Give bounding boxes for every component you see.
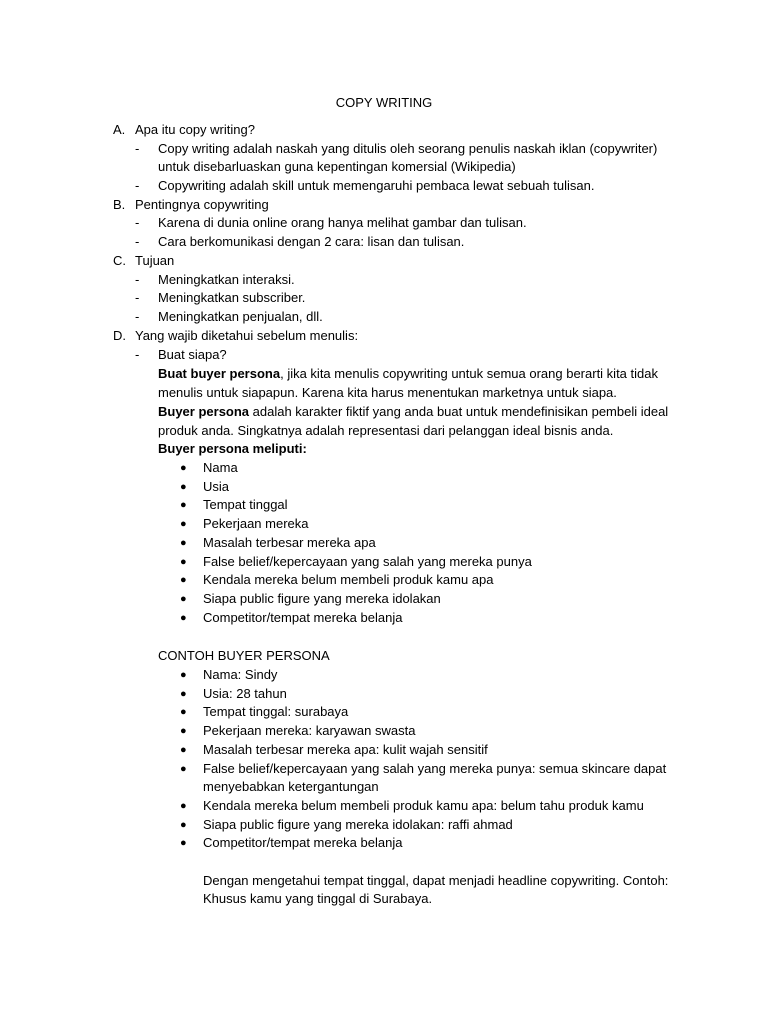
bullet-item: False belief/kepercayaan yang salah yang mereka punya: semua skincare dapat <box>203 760 667 776</box>
bullet-icon: ● <box>180 725 187 738</box>
bullet-item: Siapa public figure yang mereka idolakan <box>203 590 441 606</box>
list-item-continuation: untuk disebarluaskan guna kepentingan komersial (Wikipedia) <box>158 159 516 174</box>
list-item: Cara berkomunikasi dengan 2 cara: lisan dan tulisan. <box>158 234 465 249</box>
bullet-item: Tempat tinggal <box>203 497 288 513</box>
closing-paragraph-continuation: Khusus kamu yang tinggal di Surabaya. <box>203 891 433 906</box>
bullet-icon: ● <box>180 592 187 605</box>
closing-paragraph: Dengan mengetahui tempat tinggal, dapat menjadi headline copywriting. Contoh: <box>203 873 669 888</box>
dash-marker: - <box>135 178 140 193</box>
bullet-icon: ● <box>180 706 187 719</box>
section-d-heading: Yang wajib diketahui sebelum menulis: <box>135 328 359 343</box>
dash-marker: - <box>135 309 140 324</box>
list-item: Meningkatkan penjualan, dll. <box>158 309 323 324</box>
bullet-item: False belief/kepercayaan yang salah yang mereka punya <box>203 553 532 569</box>
bullet-item: Competitor/tempat mereka belanja <box>203 835 403 851</box>
bullet-icon: ● <box>180 799 187 812</box>
bullet-item: Siapa public figure yang mereka idolakan: raffi ahmad <box>203 816 513 832</box>
bullet-icon: ● <box>180 743 187 756</box>
section-d-label: D. <box>113 328 126 343</box>
persona-paragraph-1-continuation: menulis untuk siapapun. Karena kita harus menentukan marketnya untuk siapa. <box>158 385 617 400</box>
bullet-icon: ● <box>180 499 187 512</box>
section-b-label: B. <box>113 197 126 212</box>
bullet-icon: ● <box>180 611 187 624</box>
bullet-icon: ● <box>180 762 187 775</box>
persona-definition-bold: Buyer persona <box>158 404 250 419</box>
bullet-item-continuation: menyebabkan ketergantungan <box>203 779 379 795</box>
bullet-icon: ● <box>180 480 187 493</box>
list-item: Buat siapa? <box>158 347 227 362</box>
bullet-item: Pekerjaan mereka <box>203 516 309 532</box>
persona-paragraph-1-text: , jika kita menulis copywriting untuk semua orang berarti kita tidak <box>280 366 658 381</box>
bullet-item: Tempat tinggal: surabaya <box>203 704 349 720</box>
bullet-item: Competitor/tempat mereka belanja <box>203 609 403 625</box>
persona-paragraph-2-text: adalah karakter fiktif yang anda buat untuk mendefinisikan pembeli ideal <box>249 404 669 419</box>
bullet-icon: ● <box>180 818 187 831</box>
list-item: Meningkatkan interaksi. <box>158 272 295 287</box>
bullet-icon: ● <box>180 536 187 549</box>
section-b-heading: Pentingnya copywriting <box>135 197 269 212</box>
dash-marker: - <box>135 290 140 305</box>
example-heading: CONTOH BUYER PERSONA <box>158 648 330 663</box>
bullet-icon: ● <box>180 462 187 474</box>
section-c-heading: Tujuan <box>135 253 175 268</box>
dash-marker: - <box>135 141 140 156</box>
persona-paragraph-2-continuation: produk anda. Singkatnya adalah representasi dari pelanggan ideal bisnis anda. <box>158 423 614 438</box>
persona-paragraph-1 <box>158 365 658 383</box>
list-item: Copy writing adalah naskah yang ditulis oleh seorang penulis naskah iklan (copywriter) <box>158 141 658 156</box>
bullet-icon: ● <box>180 555 187 568</box>
bullet-item: Kendala mereka belum membeli produk kamu apa <box>203 572 494 588</box>
persona-paragraph-2 <box>158 403 668 421</box>
bullet-icon: ● <box>180 837 187 850</box>
bullet-item: Usia <box>203 478 230 494</box>
persona-term-bold: Buat buyer persona <box>158 366 281 381</box>
bullet-item: Kendala mereka belum membeli produk kamu apa: belum tahu produk kamu <box>203 797 644 813</box>
document-title: COPY WRITING <box>335 95 433 110</box>
persona-includes-heading: Buyer persona meliputi: <box>158 441 307 456</box>
bullet-item: Usia: 28 tahun <box>203 685 287 701</box>
section-a-label: A. <box>113 122 126 137</box>
bullet-item: Masalah terbesar mereka apa <box>203 534 376 550</box>
section-a-heading: Apa itu copy writing? <box>135 122 255 137</box>
bullet-item: Nama <box>203 460 238 475</box>
dash-marker: - <box>135 347 140 362</box>
bullet-item: Masalah terbesar mereka apa: kulit wajah sensitif <box>203 741 488 757</box>
list-item: Copywriting adalah skill untuk memengaruhi pembaca lewat sebuah tulisan. <box>158 178 595 193</box>
bullet-item: Nama: Sindy <box>203 667 278 682</box>
section-c-label: C. <box>113 253 126 268</box>
dash-marker: - <box>135 234 140 249</box>
bullet-icon: ● <box>180 687 187 700</box>
dash-marker: - <box>135 215 140 230</box>
list-item: Karena di dunia online orang hanya melihat gambar dan tulisan. <box>158 215 527 230</box>
list-item: Meningkatkan subscriber. <box>158 290 306 305</box>
bullet-icon: ● <box>180 574 187 587</box>
bullet-icon: ● <box>180 518 187 531</box>
dash-marker: - <box>135 272 140 287</box>
bullet-item: Pekerjaan mereka: karyawan swasta <box>203 723 416 739</box>
bullet-icon: ● <box>180 669 187 681</box>
